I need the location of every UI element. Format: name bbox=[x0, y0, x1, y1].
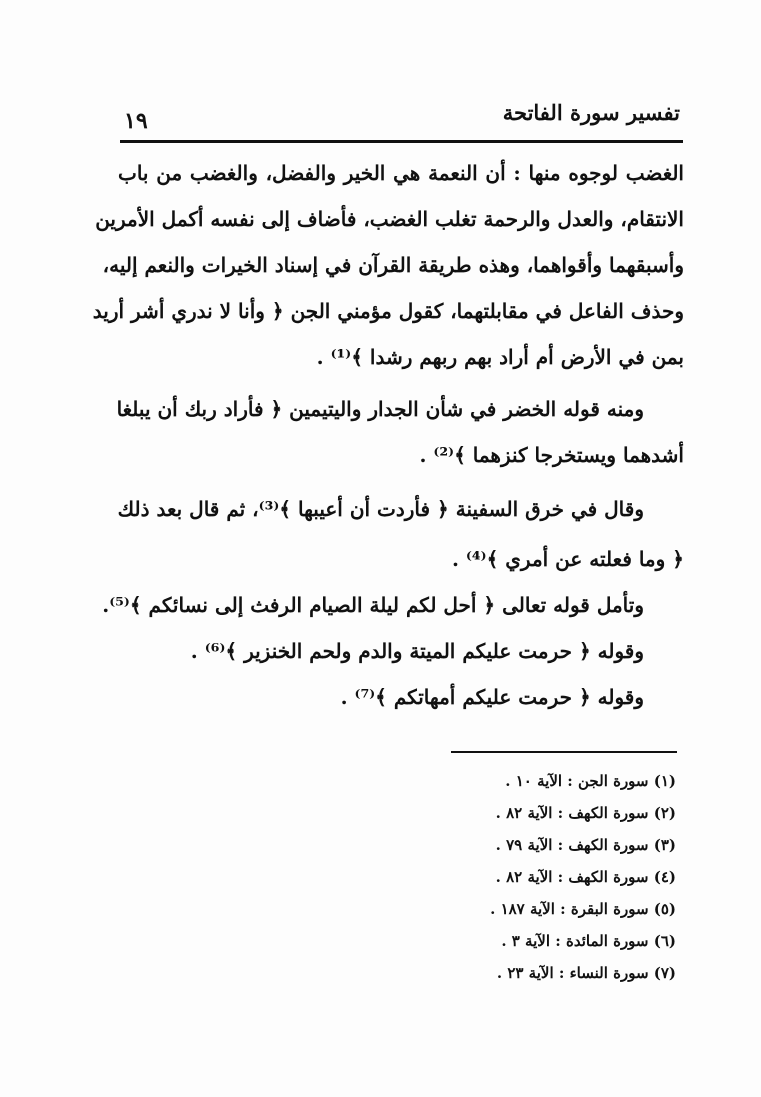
text-line: ومنه قوله الخضر في شأن الجدار واليتيمين ﴿ فأراد ربك أن يبلغا bbox=[116, 397, 644, 421]
text-line: الانتقام، والعدل والرحمة تغلب الغضب، فأضاف إلى نفسه أكمل الأمرين bbox=[95, 207, 684, 231]
footnote: (٣) سورة الكهف : الآية ٧٩ . bbox=[495, 836, 676, 854]
running-title: تفسير سورة الفاتحة bbox=[502, 100, 680, 125]
text-line: بمن في الأرض أم أراد بهم ربهم رشدا ﴾⁽¹⁾ . bbox=[316, 345, 684, 369]
text-line: وتأمل قوله تعالى ﴿ أحل لكم ليلة الصيام الرفث إلى نسائكم ﴾⁽⁵⁾. bbox=[102, 593, 644, 617]
text-line: وأسبقهما وأقواهما، وهذه طريقة القرآن في إسناد الخيرات والنعم إليه، bbox=[102, 253, 684, 277]
page-header bbox=[120, 92, 680, 142]
footnote-rule bbox=[451, 751, 677, 753]
footnote: (٥) سورة البقرة : الآية ١٨٧ . bbox=[490, 900, 676, 918]
footnote: (٧) سورة النساء : الآية ٢٣ . bbox=[496, 964, 676, 982]
text-line: وقال في خرق السفينة ﴿ فأردت أن أعيبها ﴾⁽³⁾، ثم قال بعد ذلك bbox=[117, 497, 644, 521]
text-line: وقوله ﴿ حرمت عليكم الميتة والدم ولحم الخنزير ﴾⁽⁶⁾ . bbox=[190, 639, 644, 663]
text-line: أشدهما ويستخرجا كنزهما ﴾⁽²⁾ . bbox=[419, 443, 684, 467]
text-line: وحذف الفاعل في مقابلتهما، كقول مؤمني الجن ﴿ وأنا لا ندري أشر أريد bbox=[92, 299, 684, 323]
footnote: (٤) سورة الكهف : الآية ٨٢ . bbox=[495, 868, 676, 886]
footnotes bbox=[380, 765, 676, 989]
body-text bbox=[92, 150, 684, 720]
header-rule bbox=[120, 140, 683, 143]
page-number: ١٩ bbox=[124, 108, 148, 134]
text-line: وقوله ﴿ حرمت عليكم أمهاتكم ﴾⁽⁷⁾ . bbox=[340, 685, 644, 709]
footnote: (٦) سورة المائدة : الآية ٣ . bbox=[501, 932, 676, 950]
footnote: (١) سورة الجن : الآية ١٠ . bbox=[505, 772, 676, 790]
text-line: ﴿ وما فعلته عن أمري ﴾⁽⁴⁾ . bbox=[451, 547, 684, 571]
text-line: الغضب لوجوه منها : أن النعمة هي الخير والفضل، والغضب من باب bbox=[118, 161, 684, 185]
footnote: (٢) سورة الكهف : الآية ٨٢ . bbox=[495, 804, 676, 822]
